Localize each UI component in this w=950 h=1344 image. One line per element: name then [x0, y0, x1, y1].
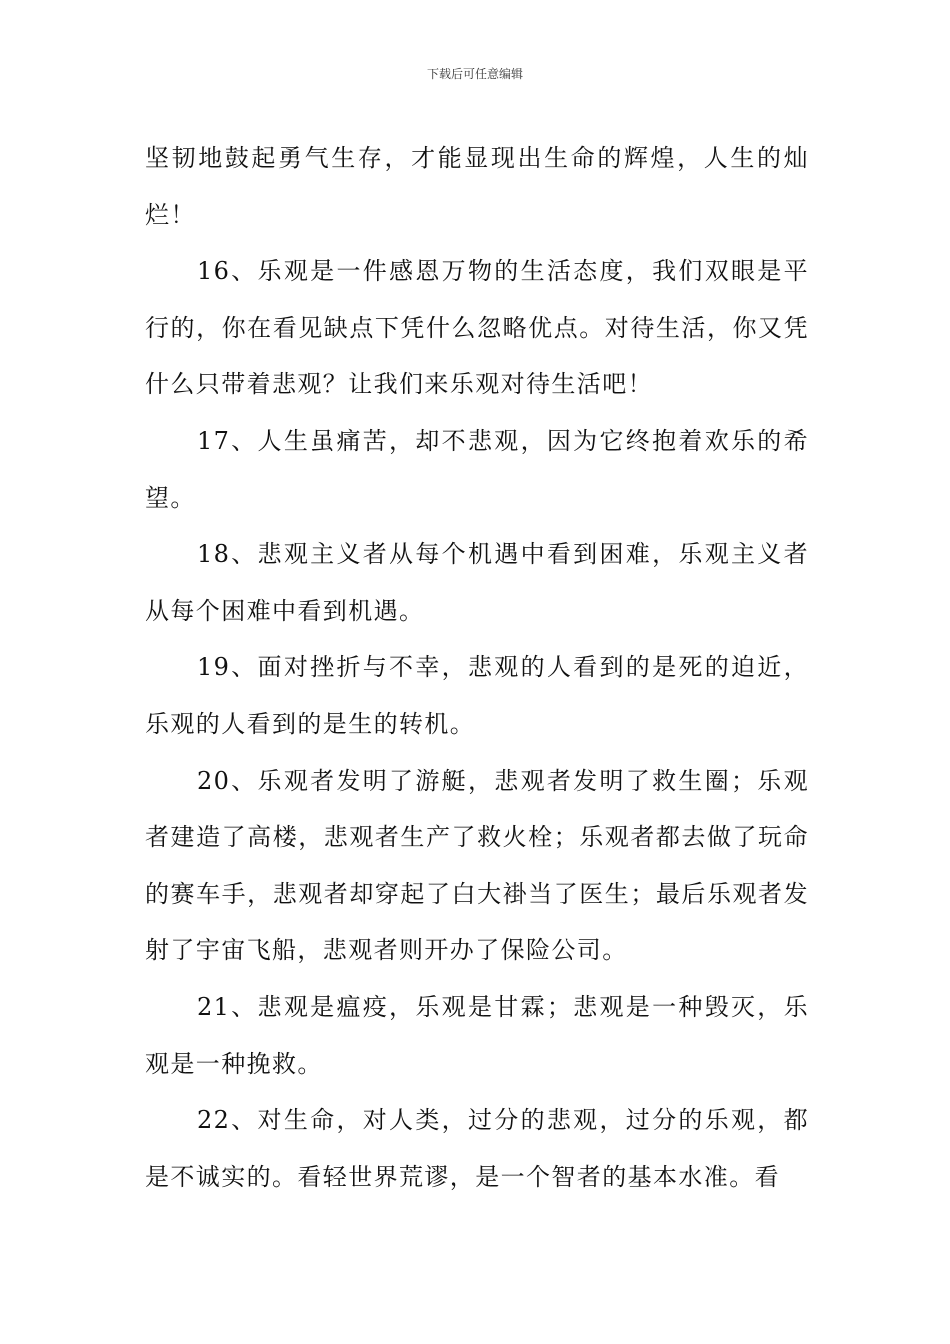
paragraph-21: 21、悲观是瘟疫，乐观是甘霖；悲观是一种毁灭，乐观是一种挽救。: [145, 992, 809, 1078]
paragraph-19: 19、面对挫折与不幸，悲观的人看到的是死的迫近，乐观的人看到的是生的转机。: [145, 653, 809, 738]
paragraph-18: 18、悲观主义者从每个机遇中看到困难，乐观主义者从每个困难中看到机遇。: [145, 540, 809, 625]
page-header: 下载后可任意编辑: [426, 67, 523, 81]
paragraph-continuation: 坚韧地鼓起勇气生存，才能显现出生命的辉煌，人生的灿烂！: [145, 144, 809, 229]
paragraph-16: 16、乐观是一件感恩万物的生活态度，我们双眼是平行的，你在看见缺点下凭什么忽略优点。对待生活，你又凭什么只带着悲观？让我们来乐观对待生活吧！: [145, 257, 809, 399]
paragraph-20: 20、乐观者发明了游艇，悲观者发明了救生圈；乐观者建造了高楼，悲观者生产了救火栓；乐观者都去做了玩命的赛车手，悲观者却穿起了白大褂当了医生；最后乐观者发射了宇宙飞船，悲观者则开办了保险公司。: [145, 766, 809, 965]
document-body: [145, 130, 809, 1205]
paragraph-17: 17、人生虽痛苦，却不悲观，因为它终抱着欢乐的希望。: [145, 426, 809, 512]
paragraph-22: 22、对生命，对人类，过分的悲观，过分的乐观，都是不诚实的。看轻世界荒谬，是一个智者的基本水准。看: [145, 1106, 809, 1191]
